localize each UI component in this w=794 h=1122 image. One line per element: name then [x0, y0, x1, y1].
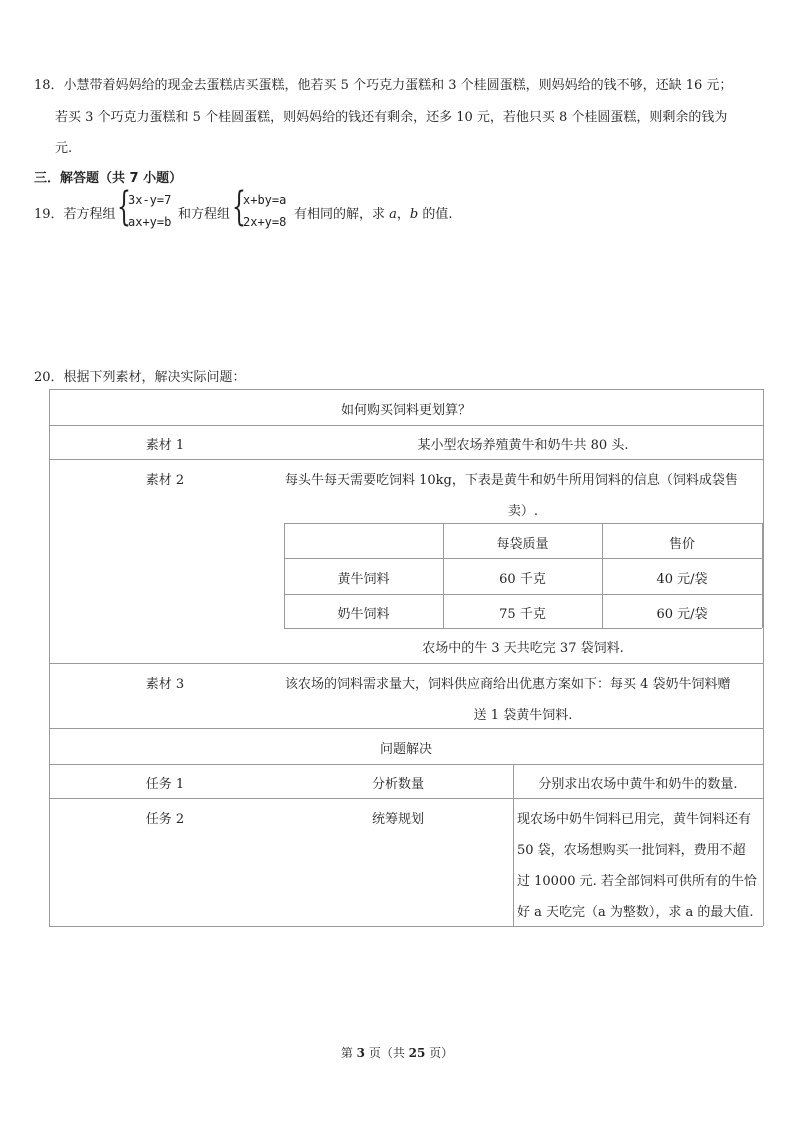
- material-1-text: 某小型农场养殖黄牛和奶牛共 80 头.: [417, 438, 629, 453]
- system1-eq1: 3x-y=7: [128, 193, 172, 207]
- q18-line-2: 若买 3 个巧克力蛋糕和 5 个桂圆蛋糕，则妈妈给的钱还有剩余，还多 10 元，若他只买 8 个桂圆蛋糕，则剩余的钱为: [55, 110, 728, 125]
- var-b: b: [409, 207, 419, 222]
- q18-line-3: 元.: [55, 141, 73, 156]
- system2-eq2: 2x+y=8: [243, 215, 287, 229]
- q20-intro: 20．根据下列素材，解决实际问题：: [34, 370, 246, 385]
- system2-eq1: x+by=a: [243, 193, 287, 207]
- q19-middle: 和方程组: [178, 207, 231, 222]
- table-top-border: [49, 389, 763, 390]
- total-page-number: 25: [408, 1046, 426, 1060]
- material-3-text-line-1: 该农场的饲料需求量大，饲料供应商给出优惠方案如下：每买 4 袋奶牛饲料赠: [285, 677, 731, 692]
- task-2-text-line-3: 过 10000 元. 若全部饲料可供所有的牛恰: [517, 874, 757, 889]
- table-bottom-border: [49, 926, 763, 927]
- task-2-text-line-2: 50 袋，农场想购买一批饲料，费用不超: [517, 843, 746, 858]
- feed-row-cow-price: 60 元/袋: [656, 607, 708, 622]
- section-heading: 三．解答题（共 7 小题）: [34, 171, 183, 186]
- page-footer: 第 3 页（共 25 页）: [340, 1046, 454, 1060]
- feed-row-cattle-price: 40 元/袋: [656, 572, 708, 587]
- var-a: a: [389, 207, 397, 222]
- q19-prefix: 19．若方程组: [34, 207, 116, 222]
- material-2-text-line-2: 卖）.: [507, 504, 539, 519]
- table-right-border: [763, 389, 764, 926]
- task-1-text: 分别求出农场中黄牛和奶牛的数量.: [538, 777, 738, 792]
- material-2-text-line-1: 每头牛每天需要吃饲料 10kg，下表是黄牛和奶牛所用饲料的信息（饲料成袋售: [285, 473, 738, 488]
- task-1-name: 分析数量: [371, 777, 424, 792]
- task-2-label: 任务 2: [145, 812, 185, 827]
- material-3-text-line-2: 送 1 袋黄牛饲料.: [473, 708, 573, 723]
- system1-eq2: ax+y=b: [128, 215, 172, 229]
- material-2-note: 农场中的牛 3 天共吃完 37 袋饲料.: [422, 641, 624, 656]
- material-2-label: 素材 2: [145, 473, 185, 488]
- feed-row-cow-weight: 75 千克: [499, 607, 546, 622]
- task-2-text-line-4: 好 a 天吃完（a 为整数），求 a 的最大值.: [517, 905, 754, 920]
- material-3-label: 素材 3: [145, 677, 185, 692]
- system2-brace: {: [232, 184, 246, 230]
- system1-brace: {: [117, 184, 131, 230]
- task-1-label: 任务 1: [145, 777, 185, 792]
- task-2-text-line-1: 现农场中奶牛饲料已用完，黄牛饲料还有: [517, 812, 752, 827]
- table-left-border: [49, 389, 50, 926]
- feed-header-weight: 每袋质量: [496, 537, 549, 552]
- feed-row-cow-name: 奶牛饲料: [337, 607, 390, 622]
- feed-row-cattle-weight: 60 千克: [499, 572, 546, 587]
- feed-row-cattle-name: 黄牛饲料: [337, 572, 390, 587]
- feed-header-price: 售价: [668, 537, 695, 552]
- q19-suffix: 有相同的解，求 a，b 的值.: [294, 207, 453, 222]
- table-title: 如何购买饲料更划算？: [340, 403, 471, 418]
- current-page-number: 3: [356, 1046, 365, 1060]
- material-1-label: 素材 1: [145, 438, 185, 453]
- task-2-name: 统筹规划: [371, 812, 424, 827]
- problem-solving-header: 问题解决: [379, 742, 432, 757]
- q18-line-1: 18．小慧带着妈妈给的现金去蛋糕店买蛋糕，他若买 5 个巧克力蛋糕和 3 个桂圆蛋糕，则妈妈给的钱不够，还缺 16 元；: [34, 78, 733, 93]
